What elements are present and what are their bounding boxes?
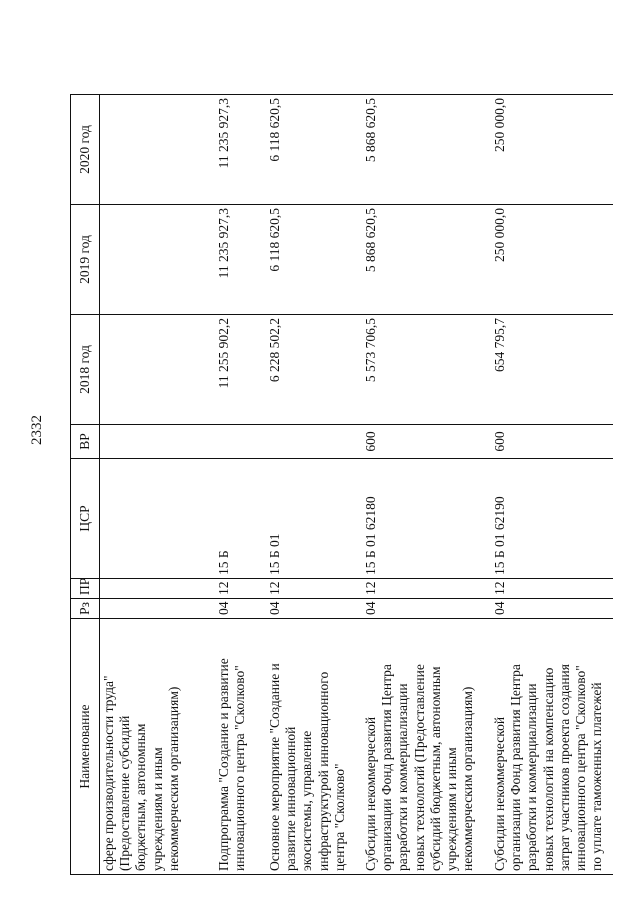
- row-csr: [100, 459, 201, 579]
- table-row: [100, 95, 201, 875]
- row-pr: 12: [200, 579, 251, 599]
- row-2019: 6 118 620,5: [251, 205, 349, 315]
- row-vr: [100, 425, 201, 459]
- row-rz: [100, 599, 201, 619]
- header-2018: 2018 год: [71, 315, 100, 425]
- table-row: [251, 95, 349, 875]
- table-row: [478, 95, 613, 875]
- row-2019: 250 000,0: [478, 205, 613, 315]
- row-2018: [100, 315, 201, 425]
- header-rz: Рз: [71, 599, 100, 619]
- row-2019: [100, 205, 201, 315]
- page-number: 2332: [29, 415, 45, 445]
- row-name: Субсидии некоммерческой организации Фонд развития Центра разработки и коммерциализации новых технологий (Предоставление субсидий бюджетным, автономным учреждениям и иным некоммерческим организациям): [349, 619, 478, 875]
- budget-table-sheet: [70, 95, 605, 875]
- row-2020: 6 118 620,5: [251, 95, 349, 205]
- row-vr: [200, 425, 251, 459]
- header-2019: 2019 год: [71, 205, 100, 315]
- table-row: [200, 95, 251, 875]
- header-2020: 2020 год: [71, 95, 100, 205]
- row-2018: 654 795,7: [478, 315, 613, 425]
- header-vr: ВР: [71, 425, 100, 459]
- budget-table: [70, 94, 613, 875]
- row-csr: 15 Б 01: [251, 459, 349, 579]
- row-name: Основное мероприятие "Создание и развитие инновационной экосистемы, управление инфраструктурой инновационного центра "Сколково": [251, 619, 349, 875]
- row-name: сфере производительности труда" (Предоставление субсидий бюджетным, автономным учреждениям и иным некоммерческим организациям): [100, 619, 201, 875]
- table-row: [349, 95, 478, 875]
- row-name: Субсидии некоммерческой организации Фонд развития Центра разработки и коммерциализации новых технологий на компенсацию затрат участников проекта создания инновационного центра "Сколково" по уплате таможенных платежей: [478, 619, 613, 875]
- row-rz: 04: [251, 599, 349, 619]
- row-2018: 5 573 706,5: [349, 315, 478, 425]
- row-pr: [100, 579, 201, 599]
- row-2018: 11 255 902,2: [200, 315, 251, 425]
- row-pr: 12: [251, 579, 349, 599]
- row-rz: 04: [349, 599, 478, 619]
- row-2020: 11 235 927,3: [200, 95, 251, 205]
- row-vr: 600: [478, 425, 613, 459]
- row-csr: 15 Б 01 62190: [478, 459, 613, 579]
- row-pr: 12: [478, 579, 613, 599]
- row-name: Подпрограмма "Создание и развитие инновационного центра "Сколково": [200, 619, 251, 875]
- header-csr: ЦСР: [71, 459, 100, 579]
- row-pr: 12: [349, 579, 478, 599]
- header-name: Наименование: [71, 619, 100, 875]
- row-2018: 6 228 502,2: [251, 315, 349, 425]
- row-rz: 04: [478, 599, 613, 619]
- header-pr: ПР: [71, 579, 100, 599]
- row-rz: 04: [200, 599, 251, 619]
- row-2019: 5 868 620,5: [349, 205, 478, 315]
- header-row: [71, 95, 100, 875]
- row-2020: [100, 95, 201, 205]
- row-2019: 11 235 927,3: [200, 205, 251, 315]
- row-vr: [251, 425, 349, 459]
- row-2020: 5 868 620,5: [349, 95, 478, 205]
- row-csr: 15 Б 01 62180: [349, 459, 478, 579]
- row-csr: 15 Б: [200, 459, 251, 579]
- row-2020: 250 000,0: [478, 95, 613, 205]
- row-vr: 600: [349, 425, 478, 459]
